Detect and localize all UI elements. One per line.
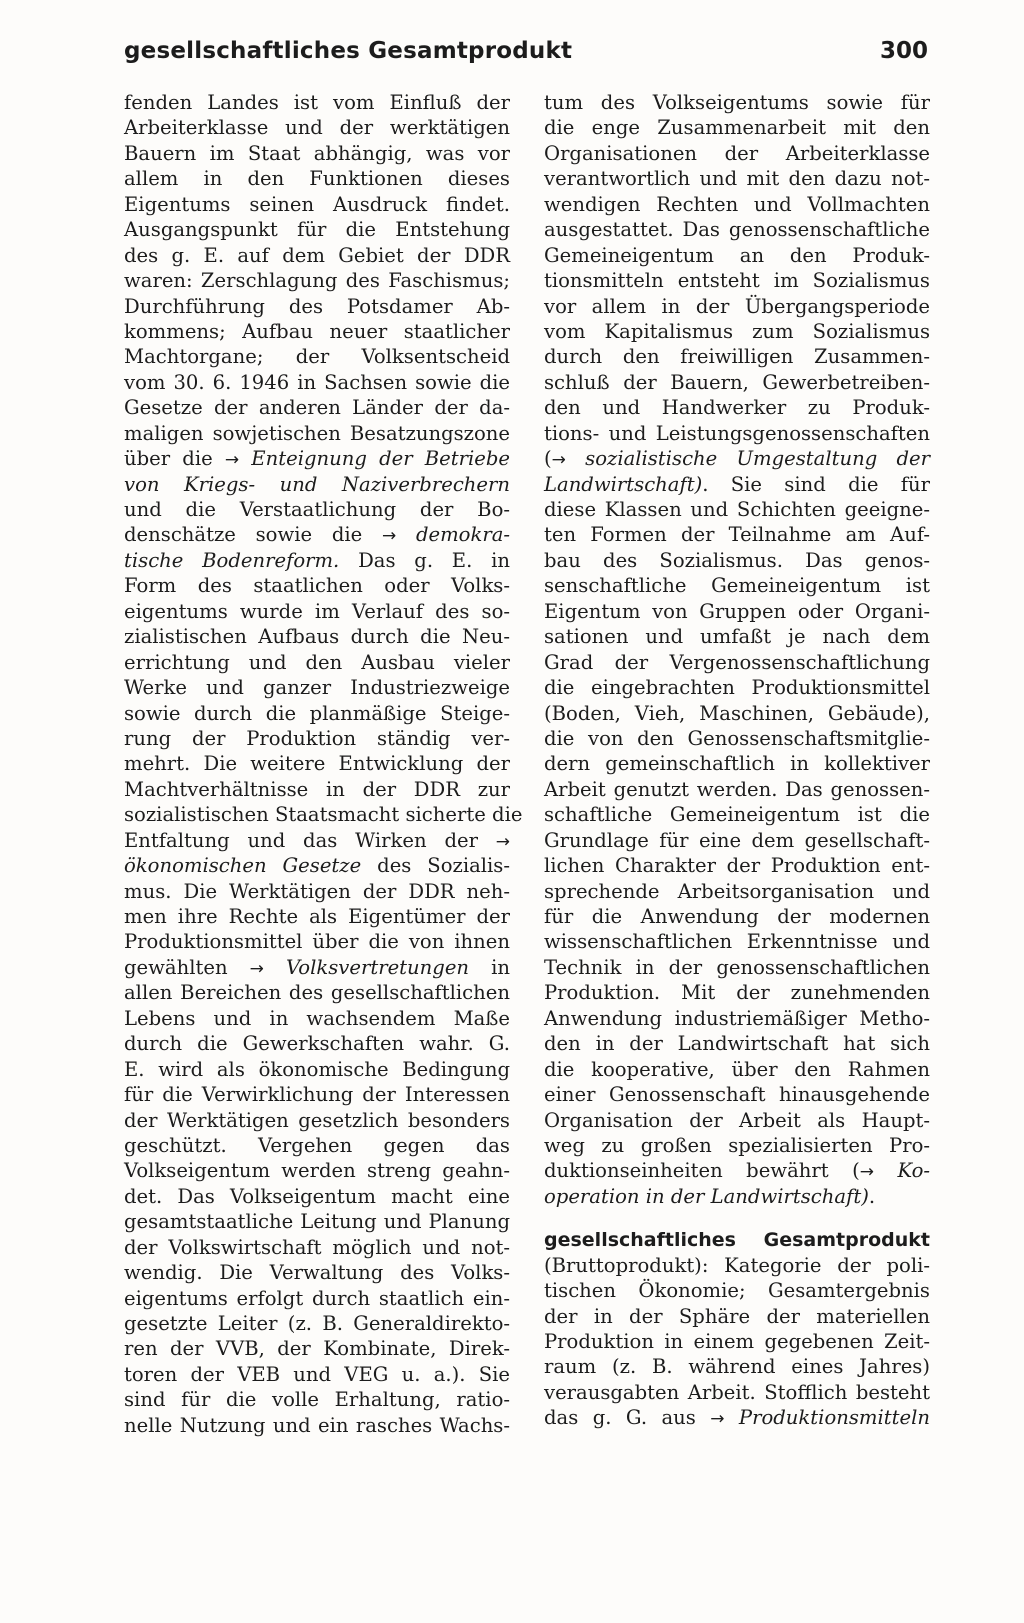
text-line: tum des Volkseigentums sowie für <box>544 91 930 114</box>
text-line: Organisationen der Arbeiterklasse <box>544 141 930 165</box>
text-line: eigentums wurde im Verlauf des so- <box>124 599 510 623</box>
text-line: gesetzte Leiter (z. B. Generaldirekto- <box>124 1312 510 1335</box>
text-line: mehrt. Die weitere Entwicklung der <box>124 752 510 776</box>
text-line: Eigentum von Gruppen oder Organi- <box>544 599 930 623</box>
text-line: Volkseigentum werden streng geahn- <box>124 1159 510 1183</box>
text-line: lichen Charakter der Produktion ent- <box>544 854 930 878</box>
text-line: wissenschaftlichen Erkenntnisse und <box>544 930 930 954</box>
text-line: bau des Sozialismus. Das genos- <box>544 548 930 572</box>
text-line: (Boden, Vieh, Maschinen, Gebäude), <box>544 701 930 725</box>
text-line: operation in der Landwirtschaft). <box>544 1184 876 1208</box>
running-title: gesellschaftliches Gesamtprodukt <box>124 38 573 64</box>
text-line: tionsmitteln entsteht im Sozialismus <box>544 269 930 293</box>
text-line: Machtorgane; der Volksentscheid <box>124 345 510 369</box>
text-line: weg zu großen spezialisierten Pro- <box>544 1133 930 1157</box>
text-line: wendigen Rechten und Vollmachten <box>544 192 930 216</box>
text-line: rung der Produktion ständig ver- <box>124 726 510 750</box>
page-number: 300 <box>880 38 929 64</box>
text-line: Grad der Vergenossenschaftlichung <box>544 650 930 674</box>
text-line: der in der Sphäre der materiellen <box>544 1304 930 1328</box>
text-line: denschätze sowie die → demokra- <box>124 523 510 547</box>
text-line: Form des staatlichen oder Volks- <box>124 574 510 598</box>
text-line: und die Verstaatlichung der Bo- <box>124 498 510 521</box>
text-line: sozialistischen Staatsmacht sicherte die <box>124 803 523 827</box>
text-line: E. wird als ökonomische Bedingung <box>124 1057 510 1081</box>
text-line: Technik in der genossenschaftlichen <box>544 955 930 979</box>
text-line: senschaftliche Gemeineigentum ist <box>544 574 930 598</box>
text-line: sowie durch die planmäßige Steige- <box>124 701 510 725</box>
text-line: Gesetze der anderen Länder der da- <box>124 396 510 420</box>
text-line: Arbeiterklasse und der werktätigen <box>124 116 510 140</box>
text-line: errichtung und den Ausbau vieler <box>124 650 510 674</box>
text-line: gewählten → Volksvertretungen in <box>124 955 510 979</box>
text-line: gesellschaftliches Gesamtprodukt <box>544 1229 930 1252</box>
text-line: Produktionsmittel über die von ihnen <box>124 930 510 954</box>
text-line: ren der VVB, der Kombinate, Direk- <box>124 1337 510 1361</box>
text-line: der Volkswirtschaft möglich und not- <box>124 1235 510 1259</box>
text-line: Produktion. Mit der zunehmenden <box>544 981 930 1005</box>
text-line: einer Genossenschaft hinausgehende <box>544 1083 930 1107</box>
text-line: den und Handwerker zu Produk- <box>544 396 930 420</box>
text-line: Lebens und in wachsendem Maße <box>124 1006 510 1030</box>
text-line: gesamtstaatliche Leitung und Planung <box>124 1210 510 1234</box>
text-line: kommens; Aufbau neuer staatlicher <box>124 319 510 343</box>
text-line: für die Anwendung der modernen <box>544 905 930 928</box>
text-line: Machtverhältnisse in der DDR zur <box>124 777 510 801</box>
text-line: toren der VEB und VEG u. a.). Sie <box>124 1362 510 1386</box>
text-line: eigentums erfolgt durch staatlich ein- <box>124 1286 510 1310</box>
text-line: die von den Genossenschaftsmitglie- <box>544 726 930 750</box>
text-line: vom 30. 6. 1946 in Sachsen sowie die <box>124 370 510 394</box>
text-line: raum (z. B. während eines Jahres) <box>544 1355 930 1379</box>
text-line: Ausgangspunkt für die Entstehung <box>124 218 510 242</box>
text-line: tions- und Leistungsgenossenschaften <box>544 421 930 445</box>
text-line: zialistischen Aufbaus durch die Neu- <box>124 625 510 649</box>
text-line: die enge Zusammenarbeit mit den <box>544 116 930 140</box>
text-line: ökonomischen Gesetze des Sozialis- <box>124 854 510 878</box>
text-line <box>544 1209 930 1227</box>
text-line: allem in den Funktionen dieses <box>124 167 510 191</box>
text-line: Grundlage für eine dem gesellschaft- <box>544 828 930 852</box>
text-line: durch den freiwilligen Zusammen- <box>544 345 930 369</box>
text-line: fenden Landes ist vom Einfluß der <box>124 91 510 114</box>
text-line: Eigentums seinen Ausdruck findet. <box>124 192 510 216</box>
right-text-column <box>544 90 930 1431</box>
text-line: das g. G. aus → Produktionsmitteln <box>544 1406 930 1430</box>
text-line: (→ sozialistische Umgestaltung der <box>544 447 930 471</box>
text-line: tische Bodenreform. Das g. E. in <box>124 548 510 572</box>
text-line: für die Verwirklichung der Interessen <box>124 1083 510 1107</box>
text-line: sationen und umfaßt je nach dem <box>544 625 930 649</box>
text-line: der Werktätigen gesetzlich besonders <box>124 1108 510 1132</box>
text-line: Arbeit genutzt werden. Das genossen- <box>544 777 930 801</box>
text-line: diese Klassen und Schichten geeigne- <box>544 498 930 521</box>
text-line: allen Bereichen des gesellschaftlichen <box>124 981 510 1005</box>
text-line: Gemeineigentum an den Produk- <box>544 243 930 267</box>
text-line: Landwirtschaft). Sie sind die für <box>544 472 930 496</box>
text-line: verantwortlich und mit den dazu not- <box>544 167 930 191</box>
text-line: sind für die volle Erhaltung, ratio- <box>124 1388 510 1412</box>
text-line: schluß der Bauern, Gewerbetreiben- <box>544 370 930 394</box>
text-line: (Bruttoprodukt): Kategorie der poli- <box>544 1253 930 1277</box>
text-line: des g. E. auf dem Gebiet der DDR <box>124 243 510 267</box>
text-line: Bauern im Staat abhängig, was vor <box>124 141 510 165</box>
text-line: ausgestattet. Das genossenschaftliche <box>544 218 930 242</box>
text-line: dern gemeinschaftlich in kollektiver <box>544 752 930 776</box>
text-line: ten Formen der Teilnahme am Auf- <box>544 523 930 547</box>
text-line: duktionseinheiten bewährt (→ Ko- <box>544 1159 931 1183</box>
left-text-column <box>124 90 523 1438</box>
text-line: Produktion in einem gegebenen Zeit- <box>544 1330 930 1353</box>
text-line: die kooperative, über den Rahmen <box>544 1057 930 1081</box>
text-line: die eingebrachten Produktionsmittel <box>544 676 930 700</box>
text-line: tischen Ökonomie; Gesamtergebnis <box>544 1279 930 1303</box>
text-line: vom Kapitalismus zum Sozialismus <box>544 319 930 343</box>
text-line: mus. Die Werktätigen der DDR neh- <box>124 879 510 903</box>
text-line: durch die Gewerkschaften wahr. G. <box>124 1032 510 1056</box>
text-line: wendig. Die Verwaltung des Volks- <box>124 1261 510 1285</box>
text-line: maligen sowjetischen Besatzungszone <box>124 421 510 445</box>
text-line: von Kriegs- und Naziverbrechern <box>124 472 510 496</box>
text-line: über die → Enteignung der Betriebe <box>124 447 510 471</box>
text-line: nelle Nutzung und ein rasches Wachs- <box>124 1413 510 1437</box>
text-line: Durchführung des Potsdamer Ab- <box>124 294 510 318</box>
text-line: Anwendung industriemäßiger Metho- <box>544 1006 930 1030</box>
text-line: waren: Zerschlagung des Faschismus; <box>124 269 510 293</box>
text-line: verausgabten Arbeit. Stofflich besteht <box>544 1380 930 1404</box>
text-line: den in der Landwirtschaft hat sich <box>544 1032 930 1056</box>
text-line: men ihre Rechte als Eigentümer der <box>124 905 510 928</box>
text-line: Organisation der Arbeit als Haupt- <box>544 1108 930 1132</box>
text-line: det. Das Volkseigentum macht eine <box>124 1184 510 1208</box>
text-line: sprechende Arbeitsorganisation und <box>544 879 930 903</box>
text-line: Entfaltung und das Wirken der → <box>124 828 510 852</box>
text-line: vor allem in der Übergangsperiode <box>544 294 930 318</box>
text-line: Werke und ganzer Industriezweige <box>124 676 510 700</box>
text-line: geschützt. Vergehen gegen das <box>124 1133 510 1157</box>
text-line: schaftliche Gemeineigentum ist die <box>544 803 930 827</box>
